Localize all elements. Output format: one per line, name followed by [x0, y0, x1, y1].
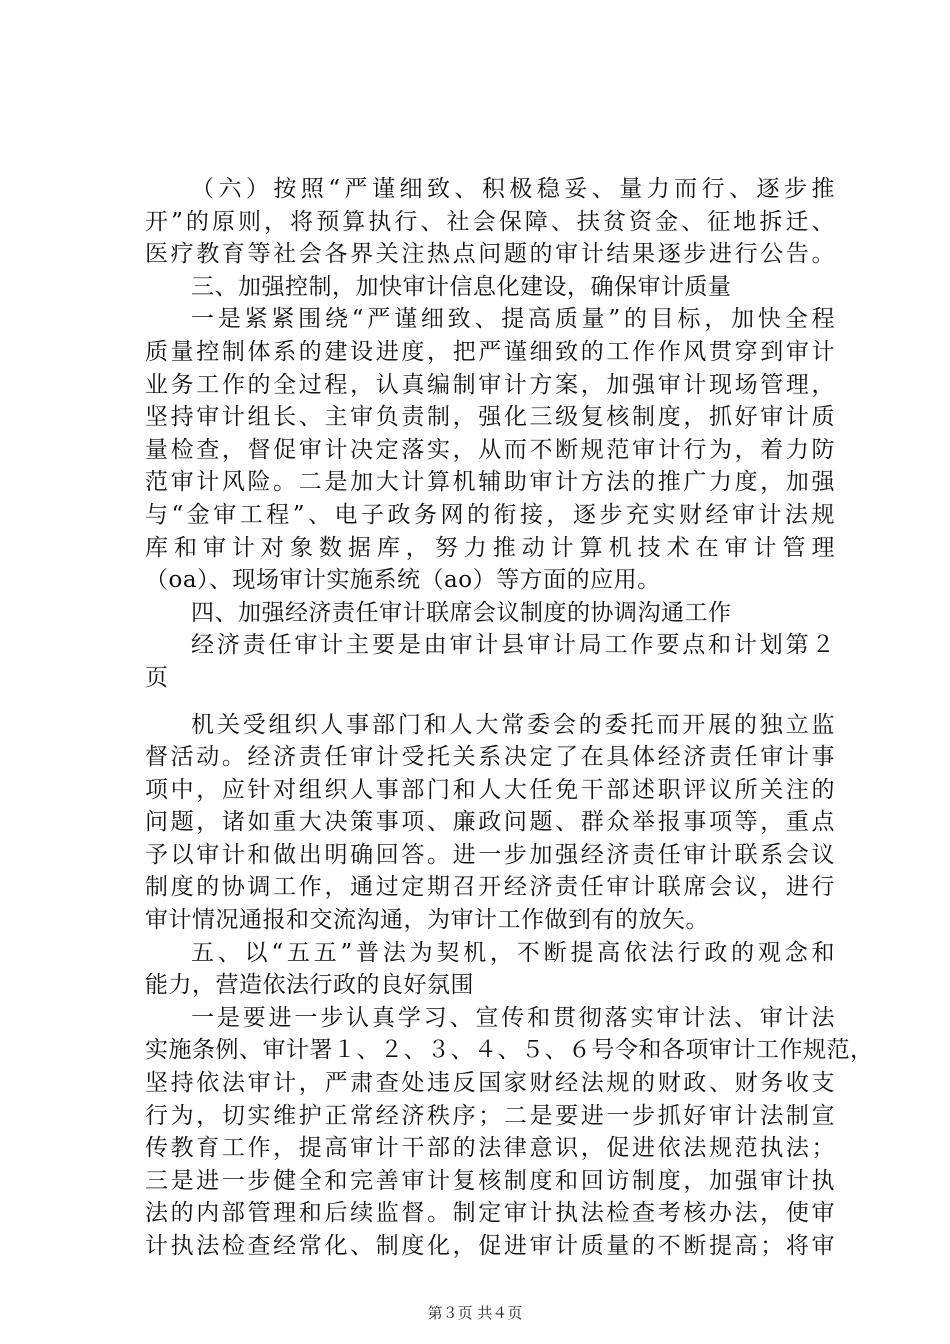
- text-line: 与“金审工程”、电子政务网的衔接，逐步充实财经审计法规: [145, 501, 835, 528]
- text-line: 量检查，督促审计决定落实，从而不断规范审计行为，着力防: [145, 436, 835, 463]
- text-line: （oa）、现场审计实施系统（ao）等方面的应用。: [145, 567, 661, 594]
- text-line: 计执法检查经常化、制度化，促进审计质量的不断提高；将审: [145, 1233, 835, 1259]
- text-line: 质量控制体系的建设进度，把严谨细致的工作作风贯穿到审计: [145, 338, 835, 365]
- text-line: 医疗教育等社会各界关注热点问题的审计结果逐步进行公告。: [145, 241, 835, 268]
- text-line: 法的内部管理和后续监督。制定审计执法检查考核办法，使审: [145, 1200, 835, 1227]
- text-line: 坚持依法审计，严肃查处违反国家财经法规的财政、财务收支: [145, 1070, 835, 1097]
- text-line: 三是进一步健全和完善审计复核制度和回访制度，加强审计执: [145, 1167, 835, 1194]
- text-line: 行为，切实维护正常经济秩序；二是要进一步抓好审计法制宣: [145, 1102, 835, 1129]
- section-heading: 四、加强经济责任审计联席会议制度的协调沟通工作: [191, 599, 732, 626]
- paragraph-gap: [145, 695, 835, 709]
- text-line: 审计情况通报和交流沟通，为审计工作做到有的放矢。: [145, 907, 709, 934]
- text-line: 页: [145, 664, 169, 691]
- text-line: 库和审计对象数据库，努力推动计算机技术在审计管理: [145, 534, 835, 561]
- text-line: 一是紧紧围绕“严谨细致、提高质量”的目标，加快全程: [191, 306, 835, 333]
- text-line: （六）按照“严谨细致、积极稳妥、量力而行、逐步推: [191, 176, 835, 202]
- text-line: 一是要进一步认真学习、宣传和贯彻落实审计法、审计法: [191, 1004, 835, 1031]
- text-line: 项中，应针对组织人事部门和人大任免干部述职评议所关注的: [145, 776, 835, 803]
- text-line: 范审计风险。二是加大计算机辅助审计方法的推广力度，加强: [145, 469, 835, 496]
- text-line: 业务工作的全过程，认真编制审计方案，加强审计现场管理，: [145, 371, 835, 398]
- section-heading: 五、以“五五”普法为契机，不断提高依法行政的观念和: [191, 939, 835, 966]
- text-line: 问题，诸如重大决策事项、廉政问题、群众举报事项等，重点: [145, 809, 835, 836]
- text-line: 经济责任审计主要是由审计县审计局工作要点和计划第２: [191, 632, 835, 659]
- section-heading: 三、加强控制，加快审计信息化建设，确保审计质量: [191, 273, 732, 300]
- text-line: 予以审计和做出明确回答。进一步加强经济责任审计联系会议: [145, 841, 835, 868]
- text-line: 制度的协调工作，通过定期召开经济责任审计联席会议，进行: [145, 874, 835, 901]
- text-line: 坚持审计组长、主审负责制，强化三级复核制度，抓好审计质: [145, 404, 835, 431]
- text-line: 机关受组织人事部门和人大常委会的委托而开展的独立监: [191, 711, 835, 738]
- text-line: 传教育工作，提高审计干部的法律意识，促进依法规范执法；: [145, 1135, 835, 1162]
- text-line: 督活动。经济责任审计受托关系决定了在具体经济责任审计事: [145, 744, 835, 771]
- text-line: 开”的原则，将预算执行、社会保障、扶贫资金、征地拆迁、: [145, 208, 835, 235]
- section-heading: 能力，营造依法行政的良好氛围: [145, 972, 474, 999]
- document-body: [145, 173, 874, 1263]
- text-line: 实施条例、审计署１、２、３、４、５、６号令和各项审计工作规范，: [145, 1037, 874, 1064]
- page-footer: 第３页 共４页: [427, 1304, 523, 1322]
